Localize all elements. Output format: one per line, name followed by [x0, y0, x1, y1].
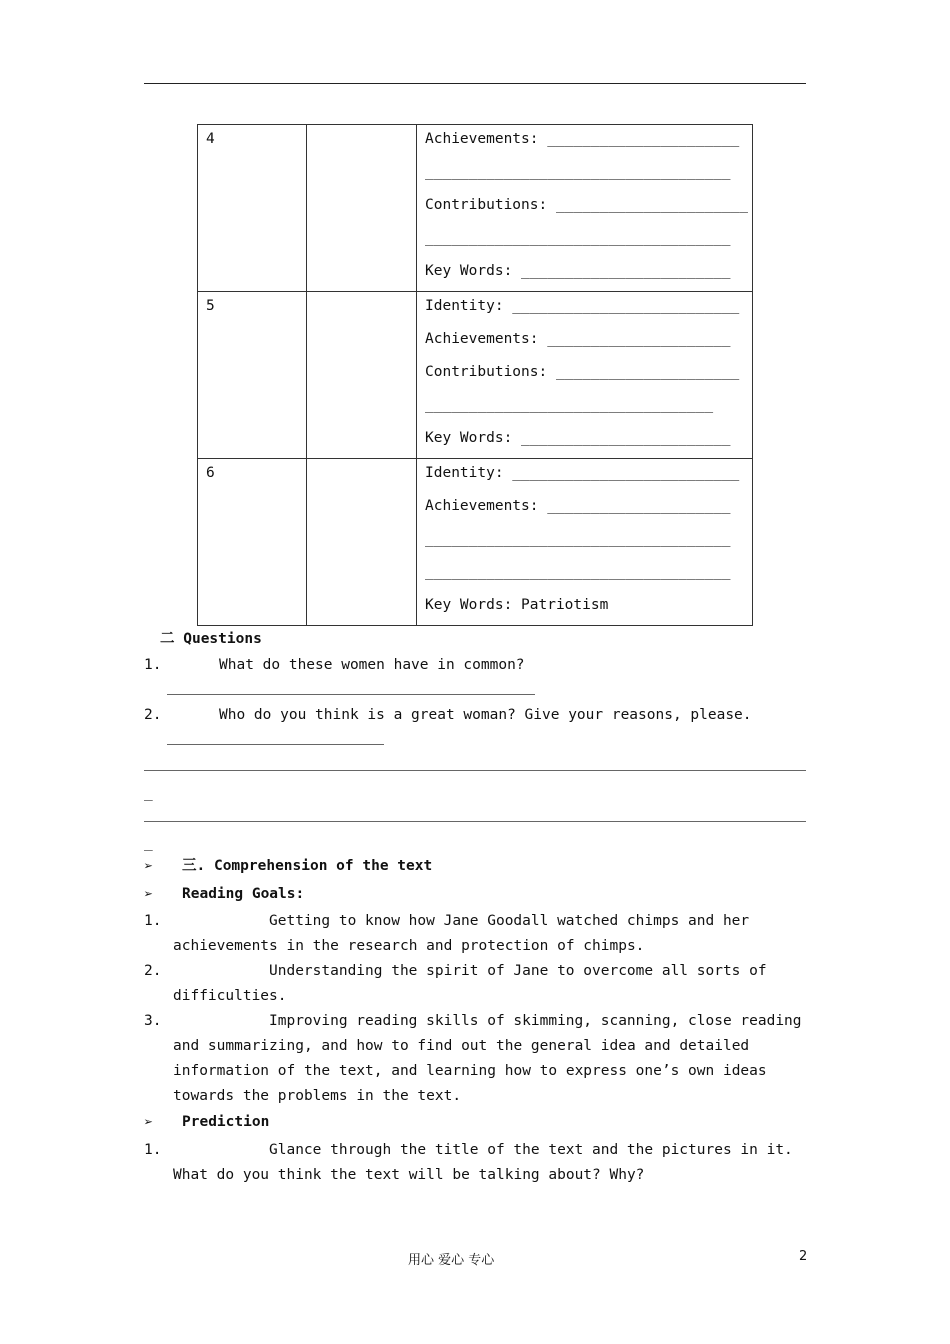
prediction-text: Glance through the title of the text and the pictures in it. [269, 1142, 793, 1158]
goal-text: towards the problems in the text. [173, 1088, 462, 1104]
detail-line: ___________________________________ [425, 564, 731, 580]
prediction-heading: Prediction [182, 1114, 270, 1130]
goal-number: 3. [144, 1013, 162, 1029]
table-row [198, 292, 753, 459]
reading-goals-heading: Reading Goals: [182, 886, 305, 902]
detail-line: Contributions: _____________________ [425, 364, 740, 380]
detail-line: ___________________________________ [425, 531, 731, 547]
goal-text: Understanding the spirit of Jane to overcome all sorts of [269, 963, 767, 979]
prediction-text: What do you think the text will be talking about? Why? [173, 1167, 645, 1183]
name-cell [307, 125, 417, 292]
answer-line[interactable] [167, 744, 384, 745]
answer-line-full[interactable] [144, 770, 806, 771]
name-cell [307, 459, 417, 626]
detail-line: Identity: __________________________ [425, 298, 740, 314]
header-rule [144, 83, 806, 84]
bullet-arrow-icon: ➢ [144, 885, 154, 903]
question-number: 2. [144, 707, 162, 723]
bullet-arrow-icon: ➢ [144, 1113, 154, 1131]
detail-line: Achievements: _____________________ [425, 331, 731, 347]
detail-line: Contributions: ______________________ [425, 197, 749, 213]
name-cell [307, 292, 417, 459]
detail-line: Key Words: Patriotism [425, 597, 609, 613]
line-continuation: _ [144, 785, 153, 801]
detail-line: _________________________________ [425, 397, 714, 413]
line-continuation: _ [144, 835, 153, 851]
goal-number: 1. [144, 913, 162, 929]
bullet-arrow-icon: ➢ [144, 857, 154, 875]
row-number-cell: 6 [198, 459, 307, 626]
detail-line: Key Words: ________________________ [425, 263, 731, 279]
details-cell [417, 459, 753, 626]
answer-line[interactable] [167, 694, 535, 695]
detail-line: Achievements: ______________________ [425, 131, 740, 147]
goal-text: difficulties. [173, 988, 287, 1004]
row-number-cell: 5 [198, 292, 307, 459]
details-cell [417, 125, 753, 292]
table-row [198, 459, 753, 626]
detail-line: Identity: __________________________ [425, 465, 740, 481]
details-cell [417, 292, 753, 459]
goal-number: 2. [144, 963, 162, 979]
question-text: Who do you think is a great woman? Give your reasons, please. [219, 707, 752, 723]
detail-line: Achievements: _____________________ [425, 498, 731, 514]
question-number: 1. [144, 657, 162, 673]
detail-line: ___________________________________ [425, 230, 731, 246]
page-number: 2 [799, 1249, 808, 1264]
section-heading-comprehension: 三. Comprehension of the text [182, 858, 433, 874]
row-number-cell: 4 [198, 125, 307, 292]
goal-text: achievements in the research and protection of chimps. [173, 938, 645, 954]
section-heading-questions: 二 Questions [160, 631, 262, 647]
table-row [198, 125, 753, 292]
detail-line: Key Words: ________________________ [425, 430, 731, 446]
goal-text: Improving reading skills of skimming, scanning, close reading [269, 1013, 802, 1029]
goal-text: and summarizing, and how to find out the general idea and detailed [173, 1038, 750, 1054]
answer-line-full[interactable] [144, 821, 806, 822]
detail-line: ___________________________________ [425, 164, 731, 180]
footer-motto: 用心 爱心 专心 [408, 1253, 495, 1268]
question-text: What do these women have in common? [219, 657, 525, 673]
goal-text: information of the text, and learning how to express one’s own ideas [173, 1063, 767, 1079]
info-table [197, 124, 753, 626]
goal-text: Getting to know how Jane Goodall watched chimps and her [269, 913, 750, 929]
prediction-number: 1. [144, 1142, 162, 1158]
